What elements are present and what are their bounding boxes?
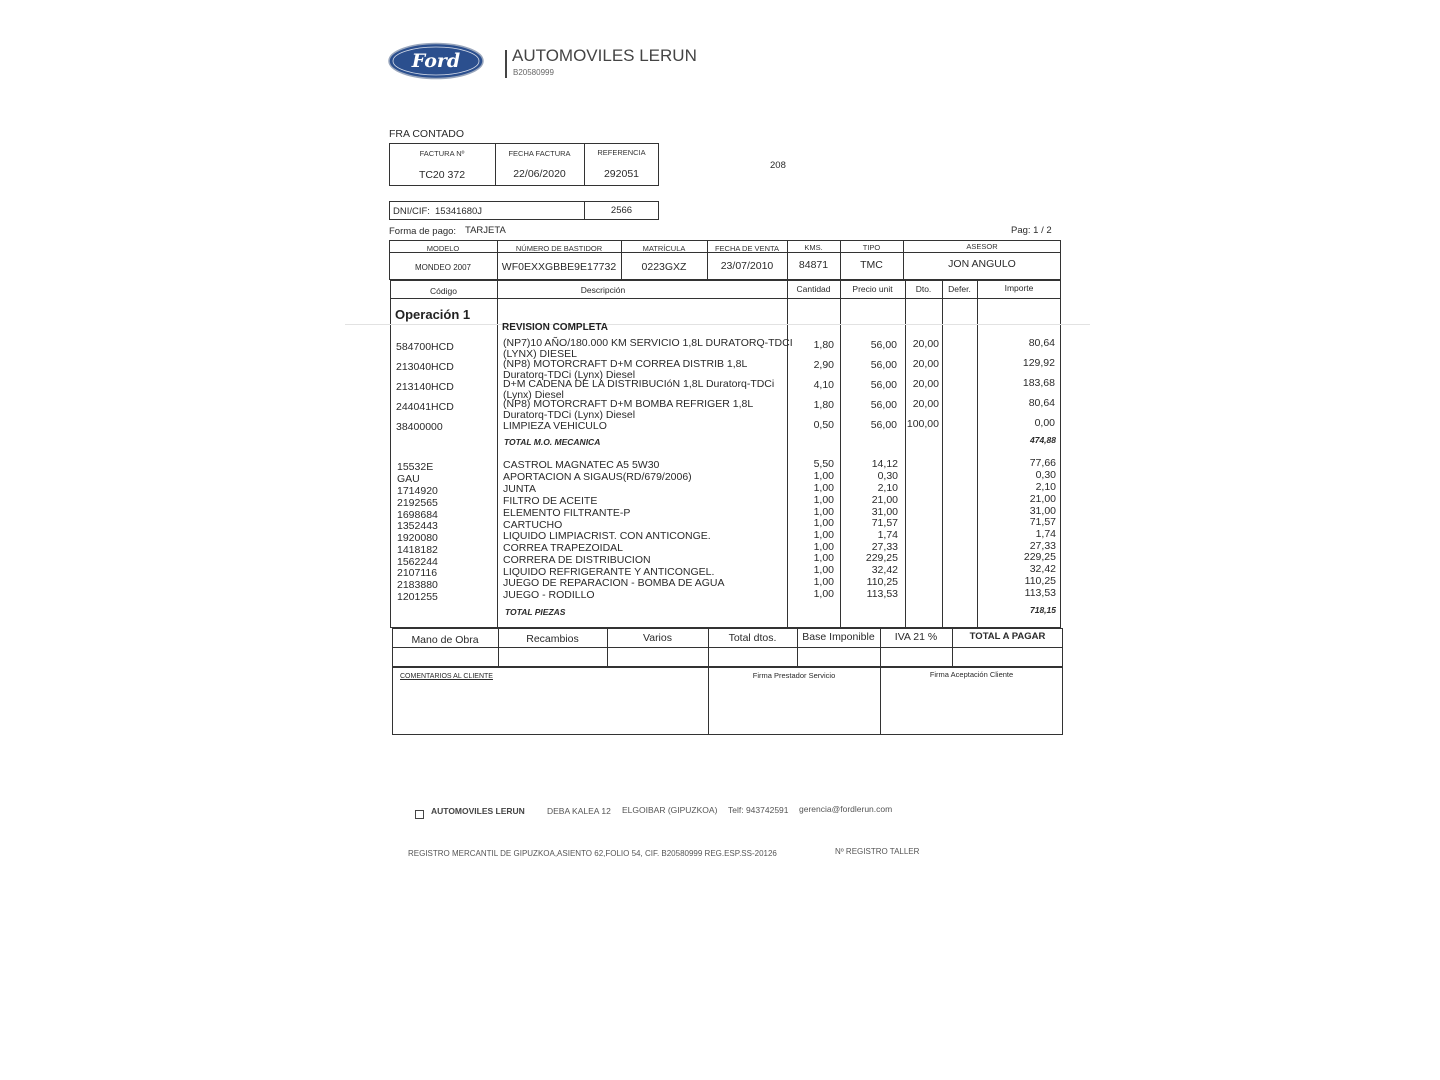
part-code: 2183880	[397, 579, 438, 591]
part-price: 32,42	[871, 564, 898, 576]
payment-label: Forma de pago:	[389, 226, 457, 237]
labour-amount: 80,64	[1028, 337, 1055, 349]
labour-code: 213140HCD	[396, 381, 454, 393]
dni-value: 15341680J	[435, 206, 483, 217]
part-price: 14,12	[871, 458, 898, 470]
lh-defer: Defer.	[948, 284, 971, 294]
part-price: 21,00	[871, 494, 898, 506]
lines-table	[390, 280, 1061, 628]
part-qty: 1,00	[813, 564, 834, 576]
part-amount: 71,57	[1029, 516, 1056, 528]
part-price: 71,57	[871, 517, 898, 529]
part-code: 1418182	[397, 544, 438, 556]
invoice-type: FRA CONTADO	[389, 128, 465, 140]
client-code: 2566	[610, 205, 633, 216]
part-price: 113,53	[866, 588, 898, 600]
labour-price: 56,00	[870, 339, 897, 351]
part-desc: LIQUIDO LIMPIACRIST. CON ANTICONGE.	[503, 530, 711, 542]
vehicle-matricula: 0223GXZ	[641, 261, 687, 273]
provider-signature-label: Firma Prestador Servicio	[752, 671, 836, 680]
client-signature-label: Firma Aceptación Cliente	[929, 670, 1014, 679]
part-qty: 1,00	[813, 470, 834, 482]
iva-label: IVA 21 %	[894, 631, 938, 643]
vh-modelo: MODELO	[426, 244, 460, 253]
part-price: 27,33	[871, 541, 898, 553]
checkbox-icon	[415, 810, 424, 819]
total-pagar-label: TOTAL A PAGAR	[969, 631, 1046, 642]
part-qty: 1,00	[813, 482, 834, 494]
labour-price: 56,00	[870, 379, 897, 391]
part-qty: 5,50	[813, 458, 834, 470]
lh-dto: Dto.	[915, 284, 932, 294]
part-desc: ELEMENTO FILTRANTE-P	[503, 507, 631, 519]
parts-total-label: TOTAL PIEZAS	[505, 607, 566, 617]
comments-label: COMENTARIOS AL CLIENTE	[400, 673, 493, 680]
part-price: 110,25	[866, 576, 898, 588]
part-desc: JUNTA	[503, 483, 537, 495]
part-code: 1920080	[397, 532, 438, 544]
labour-dto: 20,00	[912, 358, 939, 370]
vehicle-asesor: JON ANGULO	[948, 258, 1016, 270]
part-desc: JUEGO - RODILLO	[503, 589, 595, 601]
label-factura: FACTURA Nº	[419, 149, 465, 158]
part-desc: CORRERA DE DISTRIBUCION	[503, 554, 651, 566]
labour-qty: 1,80	[813, 339, 834, 351]
lh-descripcion: Descripción	[580, 285, 626, 295]
invoice-number: TC20 372	[418, 169, 466, 181]
parts-total: 718,15	[1030, 605, 1056, 615]
labour-title: REVISION COMPLETA	[502, 322, 608, 333]
part-desc: JUEGO DE REPARACION - BOMBA DE AGUA	[503, 577, 725, 589]
part-qty: 1,00	[813, 494, 834, 506]
part-amount: 110,25	[1024, 575, 1056, 587]
company-name: AUTOMOVILES LERUN	[512, 46, 697, 65]
part-amount: 1,74	[1035, 528, 1056, 540]
part-desc: FILTRO DE ACEITE	[503, 495, 598, 507]
labour-dto: 20,00	[912, 398, 939, 410]
part-amount: 31,00	[1029, 505, 1056, 517]
vehicle-bastidor: WF0EXXGBBE9E17732	[501, 261, 617, 273]
part-desc: CARTUCHO	[503, 519, 563, 531]
labour-price: 56,00	[870, 419, 897, 431]
company-cif: B20580999	[513, 68, 554, 77]
lh-codigo: Código	[430, 286, 457, 296]
ford-logo-text: Ford	[411, 50, 461, 72]
labour-desc: (NP7)10 AÑO/180.000 KM SERVICIO 1,8L DURATORQ-TDCI	[503, 337, 793, 349]
vh-kms: KMS.	[804, 243, 823, 252]
vh-bastidor: NÚMERO DE BASTIDOR	[515, 244, 603, 253]
part-amount: 32,42	[1029, 563, 1056, 575]
operation-title: Operación 1	[395, 307, 471, 322]
labour-code: 584700HCD	[396, 341, 454, 353]
total-dtos-label: Total dtos.	[728, 632, 777, 644]
part-qty: 1,00	[813, 541, 834, 553]
labour-dto: 20,00	[912, 338, 939, 350]
part-price: 229,25	[865, 552, 898, 564]
side-note: 208	[770, 160, 786, 171]
part-amount: 2,10	[1035, 481, 1056, 493]
part-qty: 1,00	[813, 529, 834, 541]
part-qty: 1,00	[813, 576, 834, 588]
vh-asesor: ASESOR	[966, 242, 998, 251]
labour-price: 56,00	[870, 399, 897, 411]
labour-desc-2: Duratorq-TDCi (Lynx) Diesel	[503, 369, 636, 381]
part-code: 15532E	[397, 461, 434, 473]
vh-matricula: MATRÍCULA	[642, 244, 686, 253]
total-mano-obra-label: Mano de Obra	[411, 634, 479, 646]
labour-desc-2: (LYNX) DIESEL	[503, 348, 577, 360]
part-price: 31,00	[871, 506, 898, 518]
ford-logo	[387, 42, 485, 80]
footer-registry: REGISTRO MERCANTIL DE GIPUZKOA,ASIENTO 62,FOLIO 54, CIF. B20580999 REG.ESP.SS-20126	[408, 849, 777, 858]
part-amount: 0,30	[1035, 469, 1056, 481]
labour-amount: 0,00	[1034, 417, 1055, 429]
total-recambios-label: Recambios	[526, 633, 579, 645]
vehicle-tipo: TMC	[860, 259, 883, 271]
part-qty: 1,00	[813, 588, 834, 600]
part-code: 1201255	[397, 591, 438, 603]
labour-desc-2: Duratorq-TDCi (Lynx) Diesel	[503, 409, 636, 421]
vh-tipo: TIPO	[862, 243, 881, 252]
labour-desc: (NP8) MOTORCRAFT D+M CORREA DISTRIB 1,8L	[503, 358, 748, 370]
part-price: 0,30	[877, 470, 898, 482]
part-qty: 1,00	[813, 552, 834, 564]
labour-desc: LIMPIEZA VEHICULO	[503, 420, 607, 432]
labour-qty: 2,90	[813, 359, 834, 371]
vehicle-fecha-venta: 23/07/2010	[720, 260, 774, 272]
part-code: 1714920	[397, 485, 438, 497]
label-fecha: FECHA FACTURA	[508, 149, 571, 158]
vehicle-kms: 84871	[798, 259, 829, 271]
labour-amount: 80,64	[1028, 397, 1055, 409]
invoice-reference: 292051	[603, 168, 640, 180]
invoice-date: 22/06/2020	[513, 168, 566, 180]
part-code: GAU	[397, 473, 420, 485]
part-amount: 113,53	[1024, 587, 1056, 599]
labour-code: 244041HCD	[396, 401, 454, 413]
part-amount: 229,25	[1023, 551, 1056, 563]
labour-desc: (NP8) MOTORCRAFT D+M BOMBA REFRIGER 1,8L	[503, 398, 754, 410]
part-price: 2,10	[877, 482, 898, 494]
part-desc: LIQUIDO REFRIGERANTE Y ANTICONGEL.	[503, 566, 715, 578]
footer-email: gerencia@fordlerun.com	[799, 804, 893, 814]
vh-fecha-venta: FECHA DE VENTA	[714, 244, 780, 253]
part-code: 1562244	[397, 556, 438, 568]
footer-address: DEBA KALEA 12	[547, 806, 611, 816]
footer-phone: Telf: 943742591	[728, 805, 789, 815]
labour-amount: 129,92	[1022, 357, 1055, 369]
part-code: 2107116	[397, 567, 438, 579]
fold-line	[345, 324, 1090, 325]
part-price: 1,74	[877, 529, 898, 541]
page-indicator: Pag: 1 / 2	[1011, 225, 1052, 236]
labour-total: 474,88	[1030, 435, 1056, 445]
part-amount: 27,33	[1029, 540, 1056, 552]
labour-amount: 183,68	[1022, 377, 1055, 389]
footer-city: ELGOIBAR (GIPUZKOA)	[622, 805, 718, 815]
part-code: 1352443	[397, 520, 438, 532]
part-desc: CASTROL MAGNATEC A5 5W30	[503, 459, 660, 471]
part-desc: APORTACION A SIGAUS(RD/679/2006)	[503, 471, 692, 483]
footer-company: AUTOMOVILES LERUN	[431, 806, 525, 816]
label-referencia: REFERENCIA	[597, 148, 646, 157]
labour-desc: D+M CADENA DE LA DISTRIBUCIóN 1,8L Duratorq-TDCi	[503, 378, 775, 390]
labour-price: 56,00	[870, 359, 897, 371]
labour-dto: 100,00	[906, 418, 939, 430]
dni-label: DNI/CIF:	[393, 206, 430, 217]
lh-importe: Importe	[1004, 283, 1034, 293]
part-qty: 1,00	[813, 506, 834, 518]
lh-cantidad: Cantidad	[796, 284, 831, 294]
labour-code: 38400000	[396, 421, 443, 433]
labour-total-label: TOTAL M.O. MECANICA	[504, 437, 601, 447]
part-qty: 1,00	[813, 517, 834, 529]
labour-qty: 1,80	[813, 399, 834, 411]
labour-desc-2: (Lynx) Diesel	[503, 389, 564, 401]
footer-workshop-reg: Nº REGISTRO TALLER	[835, 847, 920, 856]
header-divider	[505, 50, 507, 78]
labour-qty: 0,50	[813, 419, 834, 431]
part-amount: 77,66	[1029, 457, 1056, 469]
vehicle-modelo: MONDEO 2007	[414, 263, 472, 272]
part-desc: CORREA TRAPEZOIDAL	[503, 542, 624, 554]
lh-precio: Precio unit	[852, 284, 893, 294]
part-code: 1698684	[397, 509, 438, 521]
total-varios-label: Varios	[643, 632, 672, 644]
part-amount: 21,00	[1029, 493, 1056, 505]
labour-dto: 20,00	[912, 378, 939, 390]
base-imponible-label: Base Imponible	[802, 631, 875, 643]
labour-qty: 4,10	[813, 379, 834, 391]
part-code: 2192565	[397, 497, 438, 509]
payment-value: TARJETA	[465, 225, 506, 236]
labour-code: 213040HCD	[396, 361, 454, 373]
